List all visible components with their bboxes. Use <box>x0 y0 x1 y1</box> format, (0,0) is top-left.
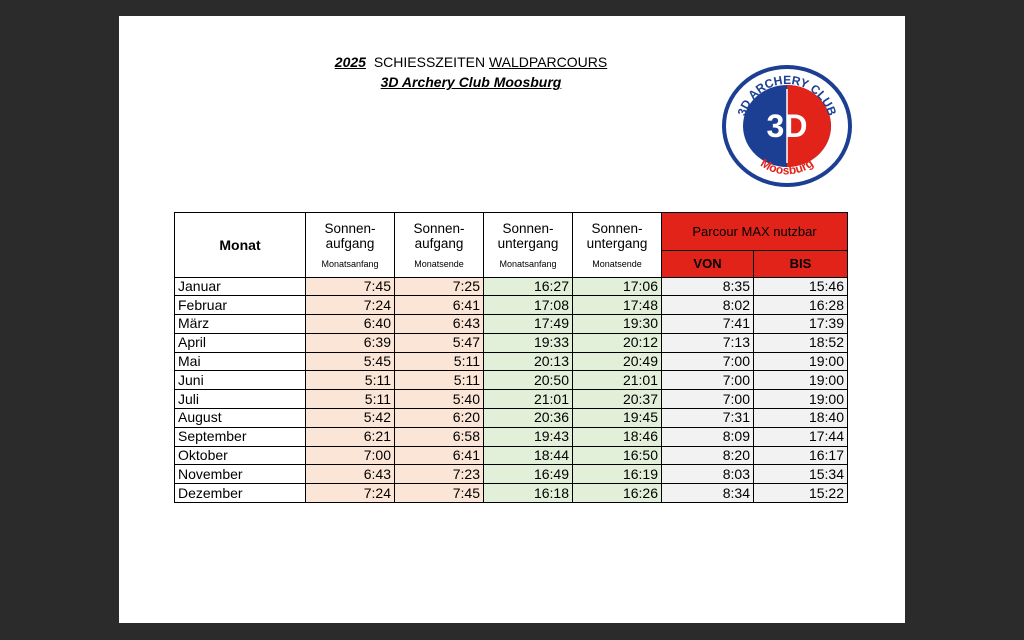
rise-start-cell: 7:00 <box>306 446 395 465</box>
set-start-cell: 17:49 <box>484 315 573 334</box>
bis-cell: 15:34 <box>754 465 848 484</box>
title-heading-underlined: WALDPARCOURS <box>488 54 608 70</box>
table-row <box>175 315 848 334</box>
set-start-cell: 19:43 <box>484 427 573 446</box>
set-end-cell: 17:48 <box>573 296 662 315</box>
header-bis: BIS <box>754 251 848 278</box>
rise-end-cell: 5:40 <box>395 390 484 409</box>
header-set-start <box>484 213 573 251</box>
bis-cell: 15:22 <box>754 484 848 503</box>
set-start-cell: 20:13 <box>484 352 573 371</box>
rise-start-cell: 6:43 <box>306 465 395 484</box>
rise-start-cell: 5:42 <box>306 409 395 428</box>
bis-cell: 18:40 <box>754 409 848 428</box>
rise-end-cell: 7:25 <box>395 277 484 296</box>
header-row-main <box>175 213 848 251</box>
logo-bottom-text: Moosburg <box>758 155 816 178</box>
rise-end-cell: 6:20 <box>395 409 484 428</box>
bis-cell: 15:46 <box>754 277 848 296</box>
sub-set-start: Monatsanfang <box>484 251 573 278</box>
rise-end-cell: 6:41 <box>395 446 484 465</box>
header-set-end <box>573 213 662 251</box>
month-cell: Juni <box>175 371 306 390</box>
rise-start-cell: 7:24 <box>306 296 395 315</box>
set-start-cell: 16:49 <box>484 465 573 484</box>
table-row <box>175 333 848 352</box>
table-row <box>175 427 848 446</box>
set-end-cell: 16:26 <box>573 484 662 503</box>
table-row <box>175 277 848 296</box>
bis-cell: 19:00 <box>754 371 848 390</box>
von-cell: 8:34 <box>662 484 754 503</box>
sub-set-end: Monatsende <box>573 251 662 278</box>
rise-start-cell: 5:45 <box>306 352 395 371</box>
month-cell: Oktober <box>175 446 306 465</box>
header-set-start-line1: Sonnen- <box>502 220 554 236</box>
bis-cell: 18:52 <box>754 333 848 352</box>
rise-start-cell: 5:11 <box>306 390 395 409</box>
set-start-cell: 20:50 <box>484 371 573 390</box>
sub-rise-start: Monatsanfang <box>306 251 395 278</box>
table-row <box>175 371 848 390</box>
header-rise-start <box>306 213 395 251</box>
set-start-cell: 16:18 <box>484 484 573 503</box>
set-end-cell: 19:45 <box>573 409 662 428</box>
rise-end-cell: 6:41 <box>395 296 484 315</box>
month-cell: November <box>175 465 306 484</box>
von-cell: 8:20 <box>662 446 754 465</box>
rise-end-cell: 6:58 <box>395 427 484 446</box>
header-rise-start-line1: Sonnen- <box>324 220 376 236</box>
document-page <box>119 16 905 623</box>
bis-cell: 17:39 <box>754 315 848 334</box>
rise-end-cell: 7:23 <box>395 465 484 484</box>
header-monat: Monat <box>175 213 306 278</box>
set-start-cell: 16:27 <box>484 277 573 296</box>
set-end-cell: 16:50 <box>573 446 662 465</box>
set-end-cell: 21:01 <box>573 371 662 390</box>
header-set-end-line2: untergang <box>586 235 648 251</box>
von-cell: 7:00 <box>662 390 754 409</box>
bis-cell: 16:17 <box>754 446 848 465</box>
month-cell: September <box>175 427 306 446</box>
table-row <box>175 390 848 409</box>
header-rise-end <box>395 213 484 251</box>
logo-center-text: 3D <box>766 108 808 144</box>
von-cell: 7:31 <box>662 409 754 428</box>
rise-end-cell: 5:47 <box>395 333 484 352</box>
header-set-end-line1: Sonnen- <box>591 220 643 236</box>
month-cell: Januar <box>175 277 306 296</box>
rise-start-cell: 6:21 <box>306 427 395 446</box>
club-name: 3D Archery Club Moosburg <box>380 74 562 90</box>
set-end-cell: 19:30 <box>573 315 662 334</box>
bis-cell: 17:44 <box>754 427 848 446</box>
bis-cell: 19:00 <box>754 352 848 371</box>
von-cell: 7:13 <box>662 333 754 352</box>
set-start-cell: 21:01 <box>484 390 573 409</box>
month-cell: August <box>175 409 306 428</box>
rise-start-cell: 6:39 <box>306 333 395 352</box>
title-year: 2025 <box>334 54 366 70</box>
month-cell: Dezember <box>175 484 306 503</box>
table-body <box>175 277 848 503</box>
month-cell: April <box>175 333 306 352</box>
logo-top-text: 3D ARCHERY CLUB <box>734 72 840 118</box>
set-end-cell: 16:19 <box>573 465 662 484</box>
rise-start-cell: 6:40 <box>306 315 395 334</box>
set-start-cell: 19:33 <box>484 333 573 352</box>
von-cell: 7:41 <box>662 315 754 334</box>
month-cell: Juli <box>175 390 306 409</box>
rise-end-cell: 5:11 <box>395 371 484 390</box>
set-end-cell: 20:49 <box>573 352 662 371</box>
set-end-cell: 18:46 <box>573 427 662 446</box>
set-end-cell: 20:12 <box>573 333 662 352</box>
table-row <box>175 484 848 503</box>
rise-start-cell: 7:45 <box>306 277 395 296</box>
set-end-cell: 17:06 <box>573 277 662 296</box>
von-cell: 7:00 <box>662 352 754 371</box>
header-rise-end-line2: aufgang <box>414 235 464 251</box>
table-row <box>175 352 848 371</box>
month-cell: Februar <box>175 296 306 315</box>
header-rise-end-line1: Sonnen- <box>413 220 465 236</box>
set-start-cell: 18:44 <box>484 446 573 465</box>
set-start-cell: 20:36 <box>484 409 573 428</box>
document-title <box>119 54 807 70</box>
von-cell: 7:00 <box>662 371 754 390</box>
table-row <box>175 296 848 315</box>
club-logo <box>722 65 852 187</box>
title-heading-plain: SCHIESSZEITEN <box>373 54 486 70</box>
bis-cell: 19:00 <box>754 390 848 409</box>
month-cell: März <box>175 315 306 334</box>
header-von: VON <box>662 251 754 278</box>
bis-cell: 16:28 <box>754 296 848 315</box>
schedule-table <box>174 212 848 503</box>
rise-start-cell: 7:24 <box>306 484 395 503</box>
von-cell: 8:02 <box>662 296 754 315</box>
von-cell: 8:03 <box>662 465 754 484</box>
rise-start-cell: 5:11 <box>306 371 395 390</box>
rise-end-cell: 5:11 <box>395 352 484 371</box>
header-parcour-max: Parcour MAX nutzbar <box>662 213 848 251</box>
month-cell: Mai <box>175 352 306 371</box>
sub-rise-end: Monatsende <box>395 251 484 278</box>
set-end-cell: 20:37 <box>573 390 662 409</box>
header-rise-start-line2: aufgang <box>325 235 375 251</box>
von-cell: 8:09 <box>662 427 754 446</box>
von-cell: 8:35 <box>662 277 754 296</box>
rise-end-cell: 7:45 <box>395 484 484 503</box>
rise-end-cell: 6:43 <box>395 315 484 334</box>
table-row <box>175 465 848 484</box>
set-start-cell: 17:08 <box>484 296 573 315</box>
table-row <box>175 409 848 428</box>
table-row <box>175 446 848 465</box>
header-set-start-line2: untergang <box>497 235 559 251</box>
